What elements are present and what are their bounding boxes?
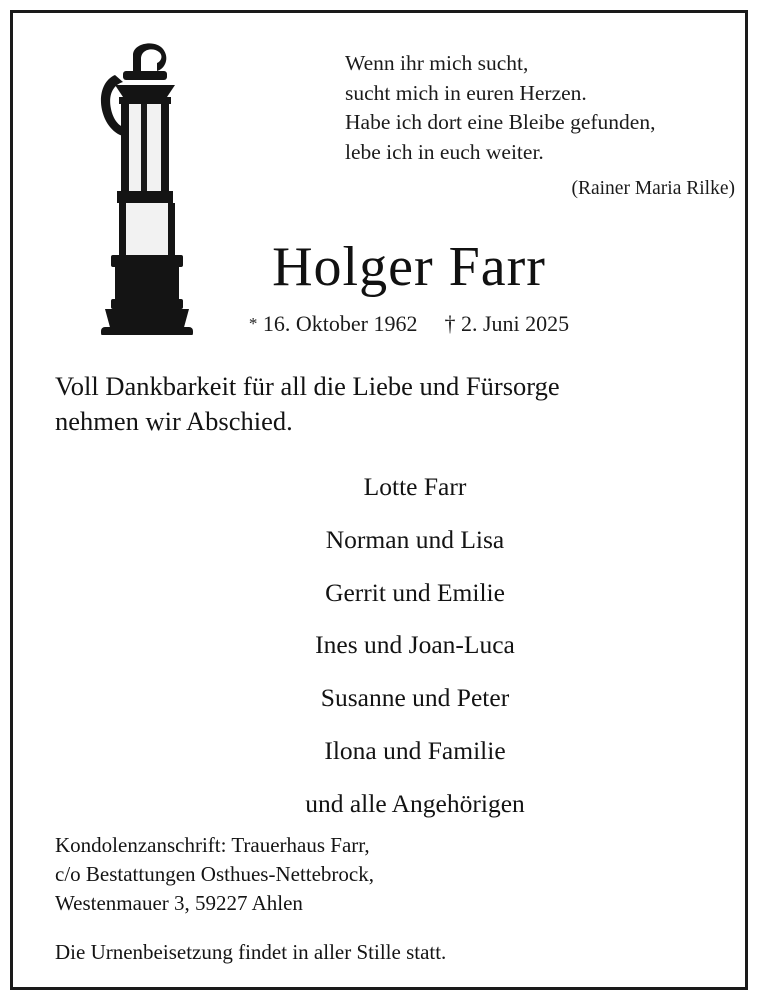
list-item: Gerrit und Emilie — [325, 577, 505, 607]
list-item: Lotte Farr — [363, 472, 467, 501]
list-item: Susanne und Peter — [320, 683, 510, 713]
poem-block — [345, 49, 735, 204]
birth-date: 16. Oktober 1962 — [262, 311, 418, 336]
condolence-address — [55, 831, 715, 918]
dedication-line: Voll Dankbarkeit für all die Liebe und Fürsorge — [55, 371, 560, 401]
list-item: Ilona und Familie — [324, 735, 506, 765]
death-date: 2. Juni 2025 — [460, 311, 570, 336]
obituary-frame — [10, 10, 748, 990]
list-item: Norman und Lisa — [325, 524, 505, 554]
birth-symbol: * — [248, 314, 258, 333]
dedication-line: nehmen wir Abschied. — [55, 406, 293, 436]
list-item: Ines und Joan-Luca — [315, 630, 515, 660]
address-line: Westenmauer 3, 59227 Ahlen — [55, 891, 303, 915]
address-line: Kondolenzanschrift: Trauerhaus Farr, — [55, 833, 370, 857]
deceased-name: Holger Farr — [272, 236, 546, 298]
poem-line: lebe ich in euch weiter. — [345, 139, 544, 164]
funeral-note: Die Urnenbeisetzung findet in aller Stille statt. — [55, 940, 447, 964]
poem-line: Wenn ihr mich sucht, — [345, 51, 529, 75]
list-item: und alle Angehörigen — [305, 788, 525, 818]
death-symbol: † — [444, 311, 456, 336]
address-line: c/o Bestattungen Osthues-Nettebrock, — [55, 862, 374, 886]
mourners-list — [13, 461, 745, 831]
poem-line: Habe ich dort eine Bleibe gefunden, — [345, 110, 656, 134]
poem-line: sucht mich in euren Herzen. — [345, 80, 587, 105]
poem-author: (Rainer Maria Rilke) — [571, 178, 735, 199]
life-dates — [13, 311, 745, 337]
dedication-block — [55, 369, 715, 439]
